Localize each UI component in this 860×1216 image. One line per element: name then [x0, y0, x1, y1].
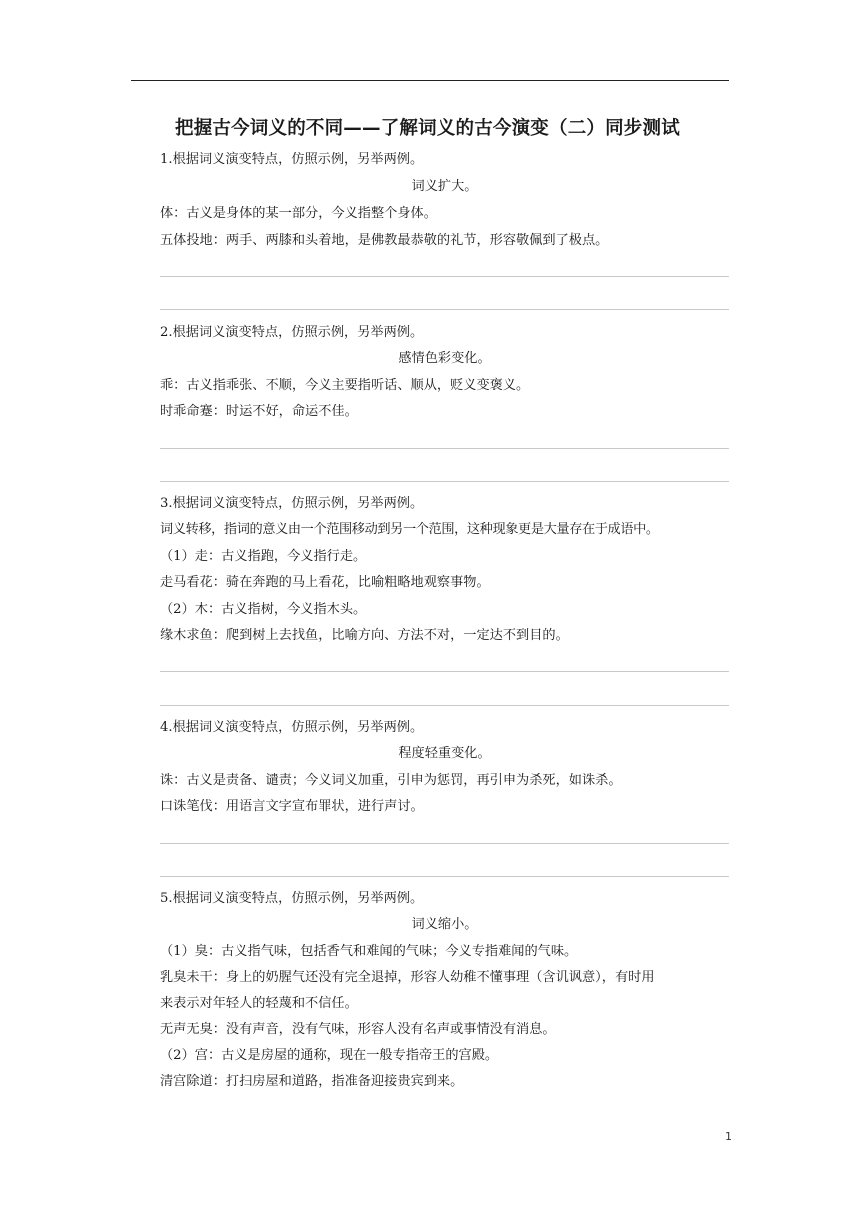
q3-prompt: 3.根据词义演变特点，仿照示例，另举两例。: [160, 496, 424, 511]
q3-line-4: （2）木：古义指树，今义指木头。: [160, 602, 367, 617]
q1-line-2: 五体投地：两手、两膝和头着地，是佛教最恭敬的礼节，形容敬佩到了极点。: [160, 233, 609, 248]
q5-prompt: 5.根据词义演变特点，仿照示例，另举两例。: [160, 891, 424, 906]
q1-heading: 词义扩大。: [411, 179, 478, 194]
q2-answer-line-2[interactable]: [160, 481, 729, 482]
q3-answer-line-1[interactable]: [160, 671, 729, 672]
q2-heading: 感情色彩变化。: [398, 351, 491, 366]
header-rule: [131, 80, 729, 81]
q4-prompt: 4.根据词义演变特点，仿照示例，另举两例。: [160, 720, 424, 735]
q5-line-1: （1）臭：古义指气味，包括香气和难闻的气味；今义专指难闻的气味。: [160, 944, 578, 959]
q2-prompt: 2.根据词义演变特点，仿照示例，另举两例。: [160, 325, 424, 340]
q1-answer-line-1[interactable]: [160, 276, 729, 277]
q5-line-3: 来表示对年轻人的轻蔑和不信任。: [160, 996, 358, 1011]
q4-heading: 程度轻重变化。: [398, 746, 491, 761]
q3-line-5: 缘木求鱼：爬到树上去找鱼，比喻方向、方法不对，一定达不到目的。: [160, 628, 569, 643]
q2-line-2: 时乖命蹇：时运不好，命运不佳。: [160, 404, 358, 419]
q4-line-2: 口诛笔伐：用语言文字宣布罪状，进行声讨。: [160, 799, 424, 814]
q2-line-1: 乖：古义指乖张、不顺，今义主要指听话、顺从，贬义变褒义。: [160, 378, 530, 393]
q4-answer-line-1[interactable]: [160, 843, 729, 844]
q5-line-2: 乳臭未干：身上的奶腥气还没有完全退掉，形容人幼稚不懂事理（含讥讽意），有时用: [160, 970, 655, 985]
q1-prompt: 1.根据词义演变特点，仿照示例，另举两例。: [160, 152, 424, 167]
q3-line-3: 走马看花：骑在奔跑的马上看花，比喻粗略地观察事物。: [160, 575, 490, 590]
q1-answer-line-2[interactable]: [160, 309, 729, 310]
q1-line-1: 体：古义是身体的某一部分，今义指整个身体。: [160, 206, 437, 221]
q3-line-2: （1）走：古义指跑，今义指行走。: [160, 549, 367, 564]
q5-line-6: 清宫除道：打扫房屋和道路，指准备迎接贵宾到来。: [160, 1074, 464, 1089]
q5-heading: 词义缩小。: [411, 917, 478, 932]
q5-line-5: （2）宫：古义是房屋的通称，现在一般专指帝王的宫殿。: [160, 1048, 499, 1063]
page-number: 1: [725, 1130, 732, 1143]
q5-line-4: 无声无臭：没有声音，没有气味，形容人没有名声或事情没有消息。: [160, 1022, 556, 1037]
page-title: 把握古今词义的不同——了解词义的古今演变（二）同步测试: [175, 118, 680, 139]
q2-answer-line-1[interactable]: [160, 448, 729, 449]
q3-answer-line-2[interactable]: [160, 705, 729, 706]
q3-line-1: 词义转移，指词的意义由一个范围移动到另一个范围，这种现象更是大量存在于成语中。: [160, 522, 659, 537]
q4-line-1: 诛：古义是责备、谴责；今义词义加重，引申为惩罚，再引申为杀死，如诛杀。: [160, 773, 622, 788]
q4-answer-line-2[interactable]: [160, 876, 729, 877]
